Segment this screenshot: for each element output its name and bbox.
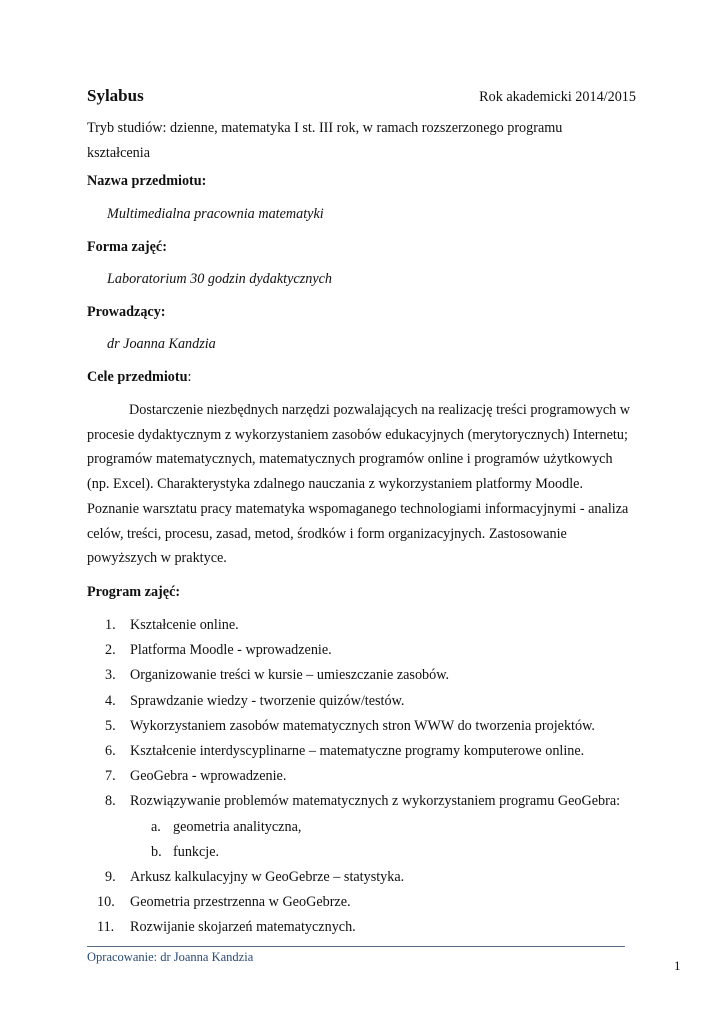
list-item-number: 7. [105,768,116,785]
list-item-number: 9. [105,868,116,885]
list-item-number: 2. [105,642,116,659]
list-item-number: 10. [97,894,115,911]
list-item-text: Platforma Moodle - wprowadzenie. [130,642,332,659]
instructor-label: Prowadzący: [87,304,166,320]
program-label: Program zajęć: [87,584,181,600]
list-item-number: 3. [105,667,116,684]
list-item [87,689,620,714]
page-number: 1 [674,958,681,973]
document-header [87,86,636,108]
instructor-value: dr Joanna Kandzia [107,336,216,352]
goals-paragraph: Dostarczenie niezbędnych narzędzi pozwalających na realizację treści programowych w procesie dydaktycznym z wykorzystaniem zasobów edukacyjnych (merytorycznych) Internetu; programów matematycznych, matematycznych programów online i programów użytkowych (np. Excel). Charakterystyka zdalnego nauczania z wykorzystaniem platformy Moodle. Poznanie warsztatu pracy matematyka wspomaganego technologiami informacyjnymi - analiza celów, treści, procesu, zasad, metod, środków i form organizacyjnych. Zastosowanie powyższych w praktyce. [87,402,631,567]
list-item-text: Sprawdzanie wiedzy - tworzenie quizów/testów. [130,692,405,709]
list-item-number: 4. [105,692,116,709]
goals-heading [87,369,191,386]
list-item-text: Geometria przestrzenna w GeoGebrze. [130,894,351,911]
goals-label: Cele przedmiotu [87,369,188,385]
list-item-text: geometria analityczna, [173,818,302,835]
list-item [87,789,620,814]
list-item-text: Arkusz kalkulacyjny w GeoGebrze – statystyka. [130,868,405,885]
list-item-text: Rozwijanie skojarzeń matematycznych. [130,919,356,936]
list-item [87,739,620,764]
document-title: Sylabus [87,86,144,105]
footer-author: Opracowanie: dr Joanna Kandzia [87,950,254,964]
list-item [87,714,620,739]
list-item-number: 8. [105,793,116,810]
list-item [87,613,620,638]
list-item-text: Wykorzystaniem zasobów matematycznych stron WWW do tworzenia projektów. [130,717,595,734]
list-item-number: a. [151,818,161,835]
footer-divider [87,946,625,947]
sub-list-item [87,815,620,840]
list-item [87,663,620,688]
list-item-number: 11. [97,919,115,936]
study-mode-text: Tryb studiów: dzienne, matematyka I st. III rok, w ramach rozszerzonego programu kształcenia [87,120,563,161]
sub-list-item [87,840,620,865]
list-item [87,764,620,789]
list-item-number: 6. [105,742,116,759]
list-item [87,890,620,915]
class-form-label: Forma zajęć: [87,239,167,255]
list-item-text: Kształcenie online. [130,617,239,633]
course-name-value: Multimedialna pracownia matematyki [107,206,324,222]
list-item-text: Kształcenie interdyscyplinarne – matematyczne programy komputerowe online. [130,742,585,759]
list-item-text: GeoGebra - wprowadzenie. [130,768,287,785]
list-item-text: Rozwiązywanie problemów matematycznych z wykorzystaniem programu GeoGebra: [130,793,621,810]
goals-colon: : [187,369,192,385]
list-item [87,865,620,890]
list-item-number: b. [151,843,162,860]
list-item [87,638,620,663]
list-item-text: Organizowanie treści w kursie – umieszczanie zasobów. [130,667,450,684]
class-form-value: Laboratorium 30 godzin dydaktycznych [107,271,333,287]
list-item-text: funkcje. [173,843,220,860]
program-list [87,613,620,940]
list-item [87,915,620,940]
academic-year: Rok akademicki 2014/2015 [479,89,636,105]
course-name-label: Nazwa przedmiotu: [87,173,207,189]
list-item-number: 1. [105,617,116,633]
list-item-number: 5. [105,717,116,734]
